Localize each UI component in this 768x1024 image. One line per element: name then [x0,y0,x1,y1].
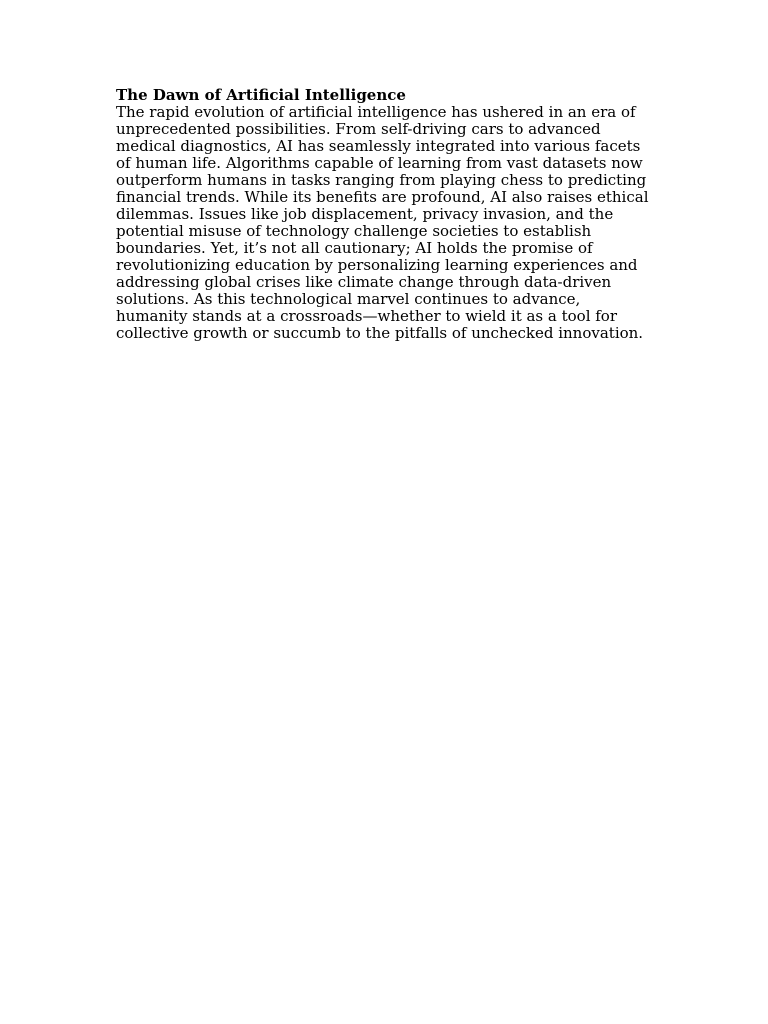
document-content [116,87,656,342]
document-paragraph: The rapid evolution of artificial intelligence has ushered in an era of unprecedented possibilities. From self-driving cars to advanced medical diagnostics, AI has seamlessly integrated into various facets of human life. Algorithms capable of learning from vast datasets now outperform humans in tasks ranging from playing chess to predicting financial trends. While its benefits are profound, AI also raises ethical dilemmas. Issues like job displacement, privacy invasion, and the potential misuse of technology challenge societies to establish boundaries. Yet, it’s not all cautionary; AI holds the promise of revolutionizing education by personalizing learning experiences and addressing global crises like climate change through data-driven solutions. As this technological marvel continues to advance, humanity stands at a crossroads—whether to wield it as a tool for collective growth or succumb to the pitfalls of unchecked innovation. [116,103,649,342]
document-title: The Dawn of Artificial Intelligence [116,86,406,104]
